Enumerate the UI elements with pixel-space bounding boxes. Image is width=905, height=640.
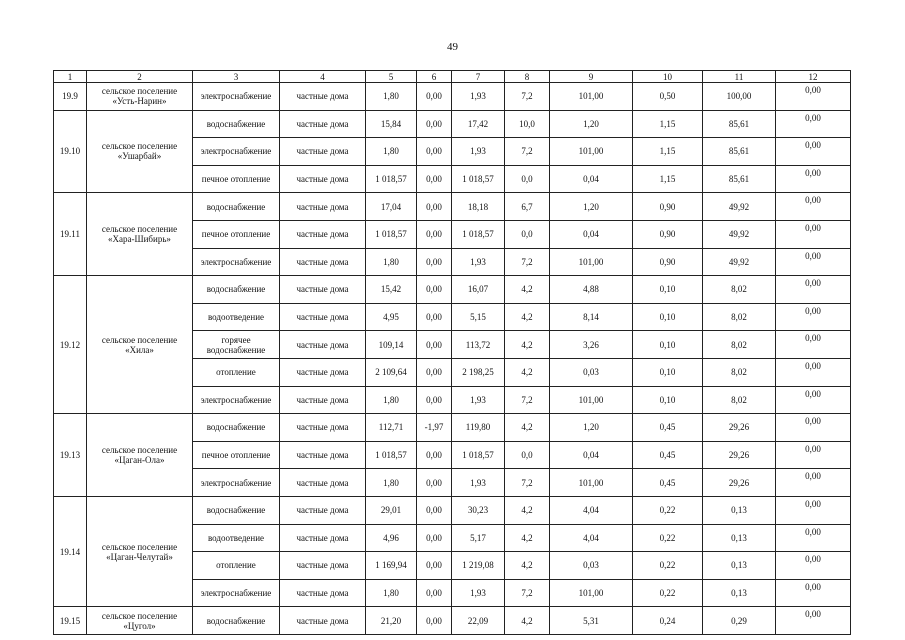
col5-value: 4,96 — [366, 524, 417, 552]
col6-value: 0,00 — [417, 220, 452, 248]
col8-value: 4,2 — [505, 552, 550, 580]
col8-value: 4,2 — [505, 331, 550, 359]
table-row — [54, 496, 851, 524]
col10-value: 0,45 — [633, 414, 703, 442]
col12-value: 0,00 — [776, 331, 851, 359]
col6-value: 0,00 — [417, 496, 452, 524]
settlement-name — [87, 607, 193, 635]
col12-value: 0,00 — [776, 276, 851, 304]
row-number: 19.12 — [54, 276, 87, 414]
col11-value: 29,26 — [703, 414, 776, 442]
settlement-name-line: «Хара-Шибирь» — [108, 234, 171, 245]
col6-value: 0,00 — [417, 386, 452, 414]
col11-value: 85,61 — [703, 110, 776, 138]
col10-value: 0,45 — [633, 469, 703, 497]
col10-value: 0,22 — [633, 524, 703, 552]
col9-value: 0,03 — [550, 552, 633, 580]
col5-value: 1,80 — [366, 469, 417, 497]
col11-value: 100,00 — [703, 83, 776, 111]
col9-value: 101,00 — [550, 138, 633, 166]
service-type: печное отопление — [193, 220, 280, 248]
service-type: отопление — [193, 358, 280, 386]
header-row — [54, 71, 851, 83]
col7-value: 1 219,08 — [452, 552, 505, 580]
col9-value: 0,04 — [550, 220, 633, 248]
column-header: 12 — [776, 71, 851, 83]
col6-value: 0,00 — [417, 469, 452, 497]
col9-value: 101,00 — [550, 386, 633, 414]
page-number: 49 — [447, 41, 458, 53]
col8-value: 7,2 — [505, 83, 550, 111]
col7-value: 5,15 — [452, 303, 505, 331]
col11-value: 0,13 — [703, 579, 776, 607]
col12-value: 0,00 — [776, 138, 851, 166]
col6-value: 0,00 — [417, 331, 452, 359]
settlement-name-line: «Хила» — [125, 344, 154, 355]
col11-value: 29,26 — [703, 441, 776, 469]
service-type: водоснабжение — [193, 193, 280, 221]
col7-value: 1 018,57 — [452, 220, 505, 248]
settlement-name — [87, 276, 193, 414]
settlement-name-line: сельское поселение — [101, 541, 178, 552]
col10-value: 0,10 — [633, 303, 703, 331]
housing-type: частные дома — [280, 386, 366, 414]
col7-value: 22,09 — [452, 607, 505, 635]
housing-type: частные дома — [280, 276, 366, 304]
col9-value: 0,03 — [550, 358, 633, 386]
housing-type: частные дома — [280, 441, 366, 469]
col6-value: 0,00 — [417, 552, 452, 580]
col5-value: 4,95 — [366, 303, 417, 331]
settlement-name-line: «Цаган-Ола» — [114, 455, 165, 466]
col5-value: 1,80 — [366, 248, 417, 276]
col8-value: 7,2 — [505, 248, 550, 276]
table-row — [54, 110, 851, 138]
column-header: 3 — [193, 71, 280, 83]
col6-value: 0,00 — [417, 248, 452, 276]
row-number: 19.10 — [54, 110, 87, 193]
col6-value: 0,00 — [417, 165, 452, 193]
service-type: печное отопление — [193, 165, 280, 193]
col6-value: 0,00 — [417, 607, 452, 635]
col8-value: 4,2 — [505, 496, 550, 524]
col6-value: 0,00 — [417, 524, 452, 552]
col9-value: 1,20 — [550, 110, 633, 138]
col5-value: 1 018,57 — [366, 441, 417, 469]
housing-type: частные дома — [280, 110, 366, 138]
col11-value: 0,13 — [703, 496, 776, 524]
col5-value: 1 018,57 — [366, 220, 417, 248]
settlement-name-line: сельское поселение — [101, 445, 178, 456]
col8-value: 0,0 — [505, 165, 550, 193]
col8-value: 4,2 — [505, 303, 550, 331]
service-type: электроснабжение — [193, 579, 280, 607]
col8-value: 4,2 — [505, 358, 550, 386]
col6-value: 0,00 — [417, 441, 452, 469]
settlement-name — [87, 496, 193, 606]
col9-value: 4,88 — [550, 276, 633, 304]
col12-value: 0,00 — [776, 607, 851, 635]
col12-value: 0,00 — [776, 441, 851, 469]
col7-value: 16,07 — [452, 276, 505, 304]
service-type: водоснабжение — [193, 414, 280, 442]
service-type: электроснабжение — [193, 83, 280, 111]
col7-value: 1 018,57 — [452, 441, 505, 469]
col7-value: 1,93 — [452, 579, 505, 607]
col6-value: 0,00 — [417, 358, 452, 386]
settlement-name-line: «Усть-Нарин» — [112, 96, 167, 107]
column-header: 7 — [452, 71, 505, 83]
col12-value: 0,00 — [776, 303, 851, 331]
col10-value: 1,15 — [633, 138, 703, 166]
col12-value: 0,00 — [776, 414, 851, 442]
col8-value: 10,0 — [505, 110, 550, 138]
settlement-name — [87, 110, 193, 193]
housing-type: частные дома — [280, 496, 366, 524]
col7-value: 18,18 — [452, 193, 505, 221]
col5-value: 1 169,94 — [366, 552, 417, 580]
column-header: 4 — [280, 71, 366, 83]
column-header: 1 — [54, 71, 87, 83]
col8-value: 4,2 — [505, 524, 550, 552]
service-type: водоснабжение — [193, 496, 280, 524]
col12-value: 0,00 — [776, 469, 851, 497]
service-type: печное отопление — [193, 441, 280, 469]
settlement-name-line: сельское поселение — [101, 141, 178, 152]
col10-value: 0,50 — [633, 83, 703, 111]
col7-value: 1,93 — [452, 386, 505, 414]
housing-type: частные дома — [280, 552, 366, 580]
col5-value: 2 109,64 — [366, 358, 417, 386]
col5-value: 29,01 — [366, 496, 417, 524]
col8-value: 0,0 — [505, 220, 550, 248]
col11-value: 8,02 — [703, 276, 776, 304]
housing-type: частные дома — [280, 248, 366, 276]
service-type: электроснабжение — [193, 386, 280, 414]
col5-value: 112,71 — [366, 414, 417, 442]
col7-value: 119,80 — [452, 414, 505, 442]
service-type: водоснабжение — [193, 110, 280, 138]
col6-value: 0,00 — [417, 138, 452, 166]
col12-value: 0,00 — [776, 83, 851, 111]
settlement-name-line: сельское поселение — [101, 86, 178, 97]
service-type: водоснабжение — [193, 607, 280, 635]
col5-value: 1 018,57 — [366, 165, 417, 193]
housing-type: частные дома — [280, 83, 366, 111]
col12-value: 0,00 — [776, 552, 851, 580]
col11-value: 0,13 — [703, 524, 776, 552]
housing-type: частные дома — [280, 607, 366, 635]
col8-value: 4,2 — [505, 607, 550, 635]
col9-value: 4,04 — [550, 496, 633, 524]
service-type: горячее водоснабжение — [193, 331, 280, 359]
service-type: электроснабжение — [193, 248, 280, 276]
column-header: 11 — [703, 71, 776, 83]
column-header: 10 — [633, 71, 703, 83]
housing-type: частные дома — [280, 414, 366, 442]
col12-value: 0,00 — [776, 358, 851, 386]
col9-value: 8,14 — [550, 303, 633, 331]
col7-value: 113,72 — [452, 331, 505, 359]
col7-value: 17,42 — [452, 110, 505, 138]
col6-value: 0,00 — [417, 83, 452, 111]
col10-value: 0,90 — [633, 193, 703, 221]
housing-type: частные дома — [280, 358, 366, 386]
service-type: электроснабжение — [193, 469, 280, 497]
col11-value: 8,02 — [703, 386, 776, 414]
settlement-name-line: «Цаган-Челутай» — [106, 551, 173, 562]
col5-value: 15,42 — [366, 276, 417, 304]
col9-value: 4,04 — [550, 524, 633, 552]
col10-value: 0,10 — [633, 358, 703, 386]
service-type: электроснабжение — [193, 138, 280, 166]
row-number: 19.15 — [54, 607, 87, 635]
col6-value: 0,00 — [417, 193, 452, 221]
col9-value: 101,00 — [550, 83, 633, 111]
col10-value: 0,22 — [633, 579, 703, 607]
col12-value: 0,00 — [776, 248, 851, 276]
col8-value: 7,2 — [505, 386, 550, 414]
col7-value: 30,23 — [452, 496, 505, 524]
housing-type: частные дома — [280, 303, 366, 331]
settlement-name-line: «Ушарбай» — [117, 151, 162, 162]
col5-value: 1,80 — [366, 83, 417, 111]
col12-value: 0,00 — [776, 496, 851, 524]
col5-value: 1,80 — [366, 138, 417, 166]
col9-value: 3,26 — [550, 331, 633, 359]
col5-value: 15,84 — [366, 110, 417, 138]
settlement-name — [87, 414, 193, 497]
col10-value: 1,15 — [633, 110, 703, 138]
col10-value: 0,22 — [633, 552, 703, 580]
col6-value: -1,97 — [417, 414, 452, 442]
settlement-name-line: сельское поселение — [101, 224, 178, 235]
col8-value: 7,2 — [505, 469, 550, 497]
col12-value: 0,00 — [776, 524, 851, 552]
col8-value: 4,2 — [505, 414, 550, 442]
col9-value: 101,00 — [550, 469, 633, 497]
col7-value: 1,93 — [452, 83, 505, 111]
col5-value: 21,20 — [366, 607, 417, 635]
col12-value: 0,00 — [776, 386, 851, 414]
housing-type: частные дома — [280, 165, 366, 193]
column-header: 8 — [505, 71, 550, 83]
col10-value: 0,90 — [633, 220, 703, 248]
col11-value: 8,02 — [703, 358, 776, 386]
settlement-name — [87, 193, 193, 276]
col12-value: 0,00 — [776, 579, 851, 607]
column-header: 2 — [87, 71, 193, 83]
col7-value: 1 018,57 — [452, 165, 505, 193]
col5-value: 17,04 — [366, 193, 417, 221]
column-header: 9 — [550, 71, 633, 83]
col8-value: 4,2 — [505, 276, 550, 304]
col6-value: 0,00 — [417, 579, 452, 607]
col11-value: 0,29 — [703, 607, 776, 635]
col12-value: 0,00 — [776, 193, 851, 221]
table-row — [54, 414, 851, 442]
col9-value: 101,00 — [550, 579, 633, 607]
settlement-name-line: «Цугол» — [123, 620, 156, 631]
table-row — [54, 276, 851, 304]
col8-value: 0,0 — [505, 441, 550, 469]
col11-value: 0,13 — [703, 552, 776, 580]
col7-value: 5,17 — [452, 524, 505, 552]
service-type: водоотведение — [193, 303, 280, 331]
col10-value: 0,24 — [633, 607, 703, 635]
col11-value: 29,26 — [703, 469, 776, 497]
housing-type: частные дома — [280, 579, 366, 607]
housing-type: частные дома — [280, 331, 366, 359]
col10-value: 0,90 — [633, 248, 703, 276]
col11-value: 85,61 — [703, 138, 776, 166]
col9-value: 1,20 — [550, 193, 633, 221]
col9-value: 101,00 — [550, 248, 633, 276]
col12-value: 0,00 — [776, 220, 851, 248]
col5-value: 109,14 — [366, 331, 417, 359]
row-number: 19.11 — [54, 193, 87, 276]
tariff-table — [53, 70, 851, 635]
settlement-name-line: сельское поселение — [101, 610, 178, 621]
housing-type: частные дома — [280, 193, 366, 221]
housing-type: частные дома — [280, 220, 366, 248]
col10-value: 0,10 — [633, 276, 703, 304]
col6-value: 0,00 — [417, 303, 452, 331]
col8-value: 6,7 — [505, 193, 550, 221]
col7-value: 1,93 — [452, 248, 505, 276]
col8-value: 7,2 — [505, 579, 550, 607]
col12-value: 0,00 — [776, 110, 851, 138]
col7-value: 1,93 — [452, 138, 505, 166]
col11-value: 49,92 — [703, 193, 776, 221]
col7-value: 1,93 — [452, 469, 505, 497]
col11-value: 85,61 — [703, 165, 776, 193]
col9-value: 0,04 — [550, 441, 633, 469]
housing-type: частные дома — [280, 524, 366, 552]
col11-value: 8,02 — [703, 331, 776, 359]
housing-type: частные дома — [280, 138, 366, 166]
table-row — [54, 83, 851, 111]
service-type: водоотведение — [193, 524, 280, 552]
table-row — [54, 193, 851, 221]
col10-value: 1,15 — [633, 165, 703, 193]
col11-value: 49,92 — [703, 248, 776, 276]
settlement-name — [87, 83, 193, 111]
col6-value: 0,00 — [417, 276, 452, 304]
col11-value: 8,02 — [703, 303, 776, 331]
col8-value: 7,2 — [505, 138, 550, 166]
col7-value: 2 198,25 — [452, 358, 505, 386]
col6-value: 0,00 — [417, 110, 452, 138]
col5-value: 1,80 — [366, 386, 417, 414]
service-type: отопление — [193, 552, 280, 580]
col10-value: 0,10 — [633, 331, 703, 359]
col12-value: 0,00 — [776, 165, 851, 193]
col9-value: 1,20 — [550, 414, 633, 442]
col9-value: 5,31 — [550, 607, 633, 635]
settlement-name-line: сельское поселение — [101, 334, 178, 345]
col9-value: 0,04 — [550, 165, 633, 193]
row-number: 19.9 — [54, 83, 87, 111]
column-header: 5 — [366, 71, 417, 83]
col10-value: 0,45 — [633, 441, 703, 469]
col11-value: 49,92 — [703, 220, 776, 248]
service-type: водоснабжение — [193, 276, 280, 304]
col5-value: 1,80 — [366, 579, 417, 607]
row-number: 19.13 — [54, 414, 87, 497]
housing-type: частные дома — [280, 469, 366, 497]
column-header: 6 — [417, 71, 452, 83]
col10-value: 0,10 — [633, 386, 703, 414]
col10-value: 0,22 — [633, 496, 703, 524]
table-row — [54, 607, 851, 635]
row-number: 19.14 — [54, 496, 87, 606]
